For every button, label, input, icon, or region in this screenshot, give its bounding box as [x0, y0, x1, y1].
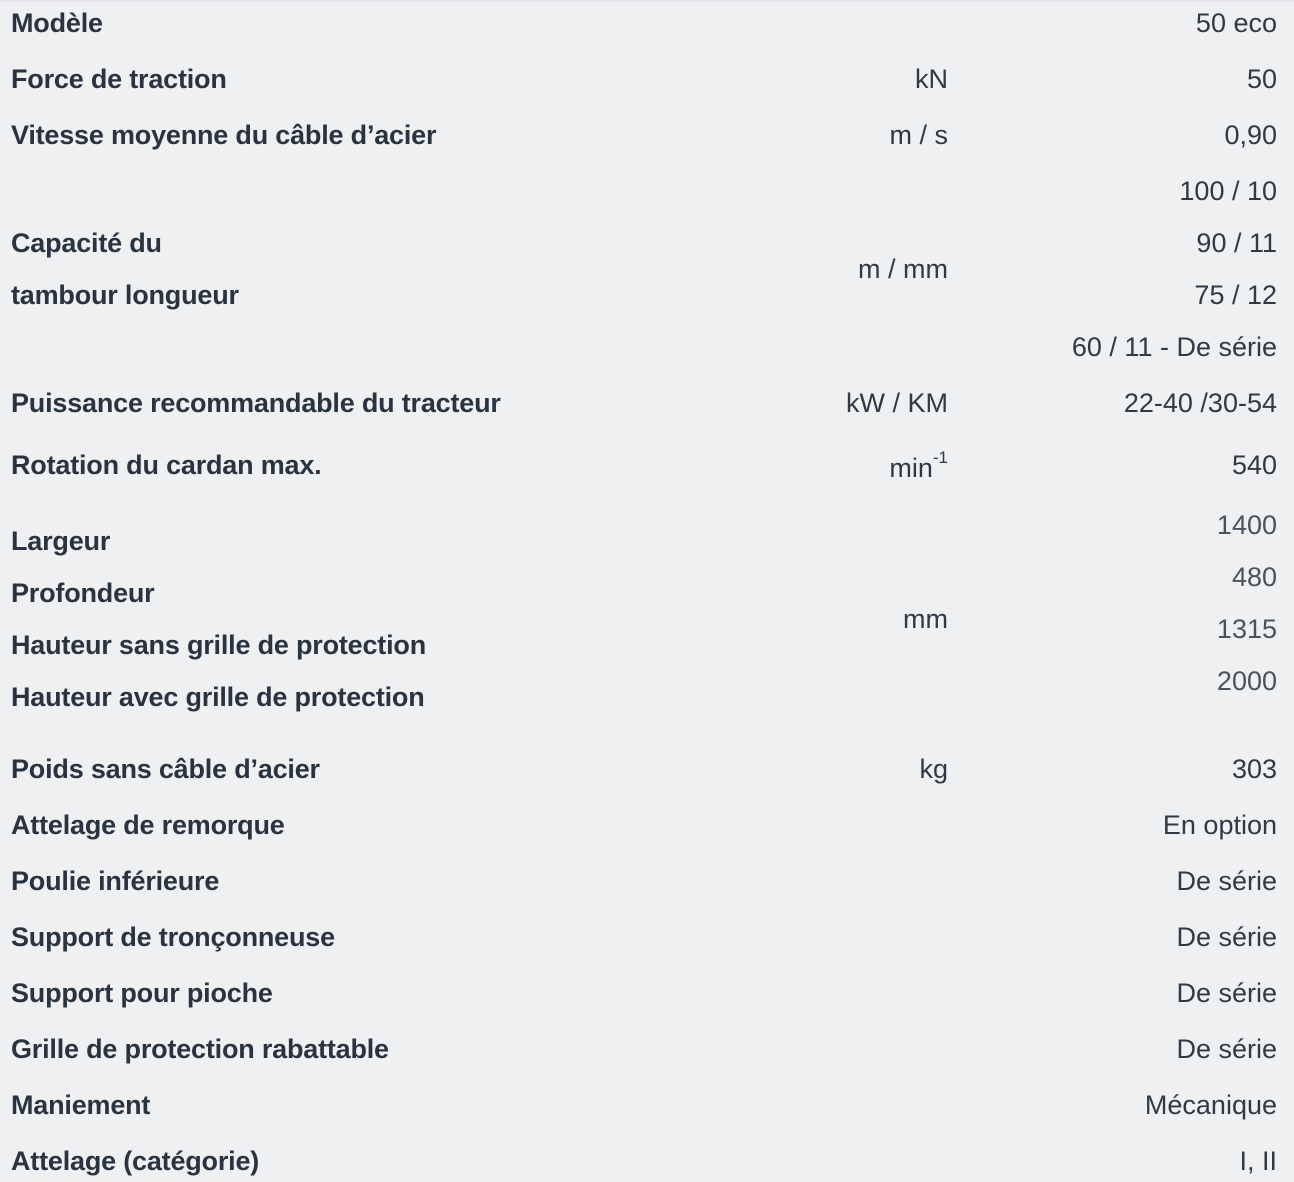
- row-unit-cable-speed: m / s: [889, 120, 948, 150]
- row-value-hitch-category: I, II: [1239, 1146, 1277, 1176]
- row-unit-pto-rotation: [889, 448, 948, 483]
- row-value-pickaxe-holder: De série: [1176, 978, 1277, 1008]
- row-value-drum-capacity-1: 100 / 10: [1179, 176, 1277, 206]
- row-label-width: Largeur: [11, 526, 111, 556]
- row-value-height-without-grid: 1315: [1216, 614, 1277, 644]
- row-label-drum-capacity-line1: Capacité du: [11, 228, 162, 258]
- row-value-drum-capacity-4: 60 / 11 - De série: [1071, 332, 1277, 362]
- row-label-pto-rotation: Rotation du cardan max.: [11, 450, 322, 480]
- row-label-drum-capacity-line2: tambour longueur: [11, 280, 239, 310]
- row-unit-drum-capacity: m / mm: [858, 254, 948, 284]
- row-label-folding-grid: Grille de protection rabattable: [11, 1034, 389, 1064]
- row-value-traction-force: 50: [1246, 64, 1277, 94]
- row-value-pto-rotation: 540: [1231, 450, 1277, 480]
- row-label-cable-speed: Vitesse moyenne du câble d’acier: [11, 120, 437, 150]
- unit-superscript: -1: [932, 448, 948, 467]
- row-unit-dimensions: mm: [903, 604, 948, 634]
- row-label-hitch-category: Attelage (catégorie): [11, 1146, 260, 1176]
- row-value-depth: 480: [1231, 562, 1277, 592]
- row-value-trailer-hitch: En option: [1162, 810, 1277, 840]
- row-value-model: 50 eco: [1195, 8, 1277, 38]
- row-label-tractor-power: Puissance recommandable du tracteur: [11, 388, 501, 418]
- row-label-depth: Profondeur: [11, 578, 155, 608]
- row-value-operation: Mécanique: [1144, 1090, 1277, 1120]
- row-label-weight: Poids sans câble d’acier: [11, 754, 320, 784]
- unit-base: min: [889, 453, 933, 483]
- row-value-width: 1400: [1216, 510, 1277, 540]
- row-value-height-with-grid: 2000: [1216, 666, 1277, 696]
- row-value-drum-capacity-3: 75 / 12: [1194, 280, 1277, 310]
- row-unit-weight: kg: [919, 754, 948, 784]
- row-value-cable-speed: 0,90: [1224, 120, 1277, 150]
- row-label-height-with-grid: Hauteur avec grille de protection: [11, 682, 425, 712]
- row-label-lower-pulley: Poulie inférieure: [11, 866, 220, 896]
- row-value-weight: 303: [1231, 754, 1277, 784]
- row-label-trailer-hitch: Attelage de remorque: [11, 810, 285, 840]
- row-label-pickaxe-holder: Support pour pioche: [11, 978, 273, 1008]
- row-unit-tractor-power: kW / KM: [846, 388, 948, 418]
- row-unit-traction-force: kN: [915, 64, 948, 94]
- row-label-traction-force: Force de traction: [11, 64, 227, 94]
- row-label-model: Modèle: [11, 8, 103, 38]
- row-label-operation: Maniement: [11, 1090, 151, 1120]
- row-label-height-without-grid: Hauteur sans grille de protection: [11, 630, 426, 660]
- row-value-lower-pulley: De série: [1176, 866, 1277, 896]
- row-value-drum-capacity-2: 90 / 11: [1196, 228, 1277, 258]
- row-label-chainsaw-holder: Support de tronçonneuse: [11, 922, 335, 952]
- row-value-tractor-power: 22-40 /30-54: [1123, 388, 1277, 418]
- row-value-folding-grid: De série: [1176, 1034, 1277, 1064]
- row-value-chainsaw-holder: De série: [1176, 922, 1277, 952]
